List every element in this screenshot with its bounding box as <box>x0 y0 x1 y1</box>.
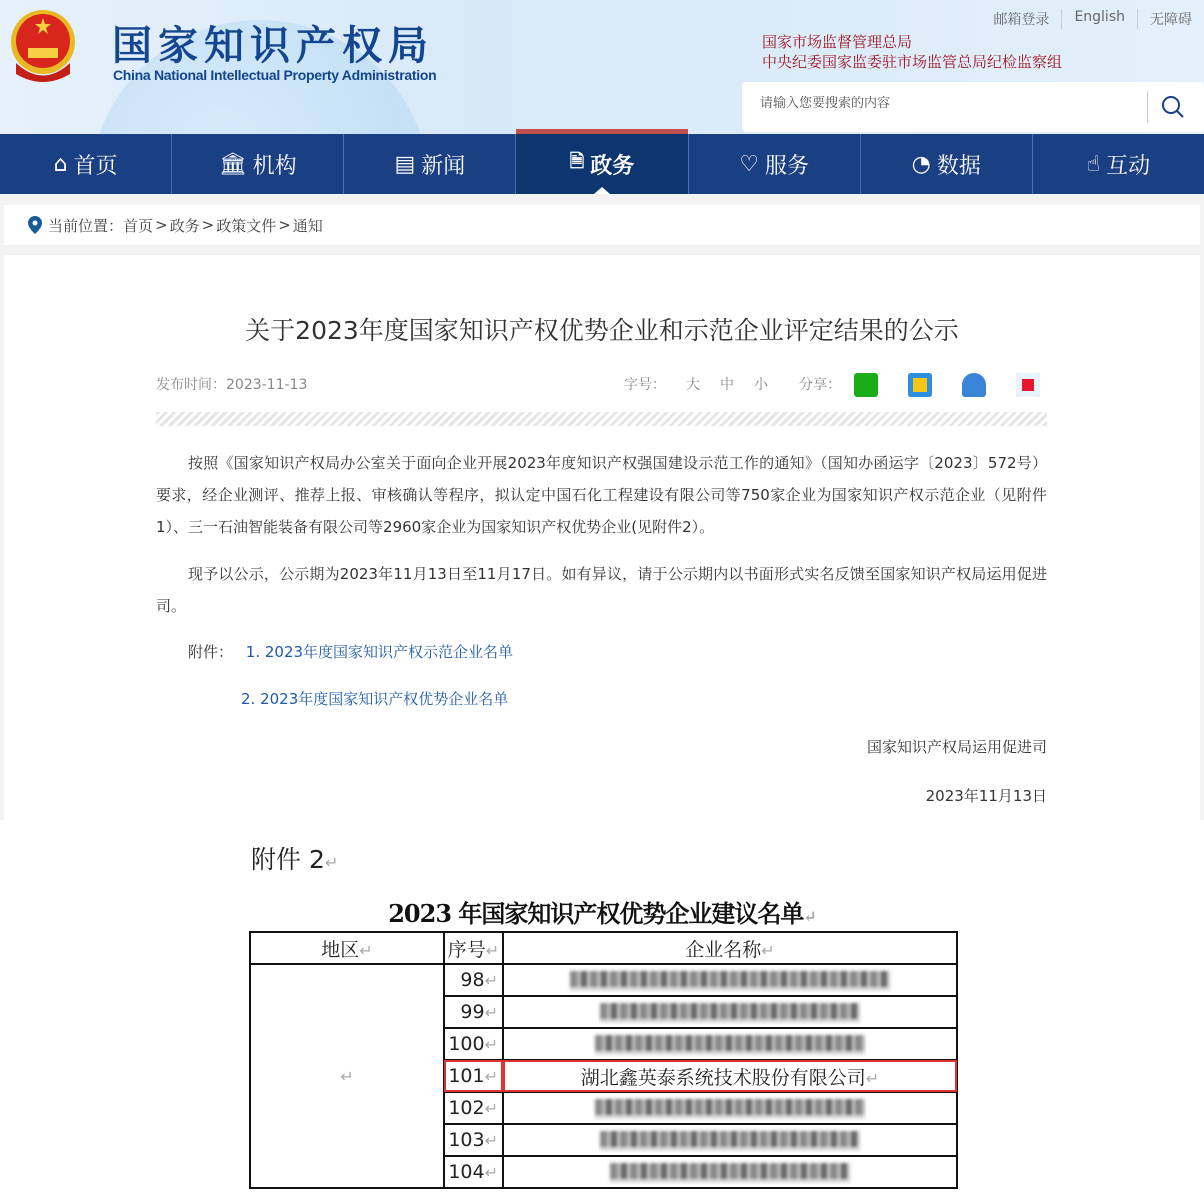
nav-government-affairs[interactable] <box>515 134 687 194</box>
font-medium-button[interactable]: 中 <box>720 377 734 393</box>
breadcrumb-sep: > <box>278 216 291 234</box>
breadcrumb-home[interactable]: 首页 <box>123 216 154 235</box>
divider-stripe <box>156 412 1047 426</box>
breadcrumb <box>4 205 1200 245</box>
breadcrumb-label: 当前位置： <box>48 216 124 235</box>
nav-label: 互动 <box>1106 153 1151 179</box>
nav-institution[interactable] <box>171 134 343 194</box>
logo-english[interactable]: China National Intellectual Property Administration <box>113 67 437 83</box>
nav-label: 首页 <box>73 153 118 179</box>
breadcrumb-sep: > <box>201 216 215 234</box>
col-region: 地区↵ <box>250 932 444 964</box>
related-links <box>762 32 1062 72</box>
mail-login-link[interactable]: 邮箱登录 <box>993 12 1050 28</box>
company-table <box>249 931 958 1189</box>
share-label: 分享： <box>799 377 841 393</box>
font-large-button[interactable]: 大 <box>686 377 700 393</box>
samr-link[interactable]: 国家市场监督管理总局 <box>762 33 913 51</box>
attachment-screenshot <box>0 820 1204 1198</box>
qq-icon[interactable] <box>962 373 986 397</box>
list-title: 2023 年国家知识产权优势企业建议名单↵ <box>388 899 816 928</box>
nav-data[interactable] <box>860 134 1032 194</box>
signature-date: 2023年11月13日 <box>925 787 1047 805</box>
blurred-name <box>503 996 957 1028</box>
row-number: 103↵ <box>444 1124 503 1156</box>
nav-label: 政务 <box>590 153 635 179</box>
breadcrumb-notice[interactable]: 通知 <box>292 216 323 235</box>
paragraph: 现予以公示，公示期为2023年11月13日至11月17日。如有异议，请于公示期内以书面形式实名反馈至国家知识产权局运用促进司。 <box>156 565 1047 615</box>
row-number: 104↵ <box>444 1156 503 1188</box>
search-divider <box>1147 91 1148 123</box>
nav-home[interactable] <box>0 134 171 194</box>
nav-label: 新闻 <box>421 153 466 179</box>
font-size-controls <box>624 374 768 394</box>
row-number: 102↵ <box>444 1092 503 1124</box>
row-number: 101↵ <box>444 1060 503 1092</box>
breadcrumb-policy[interactable]: 政策文件 <box>216 216 277 235</box>
top-links <box>981 9 1204 29</box>
hand-icon: ☝ <box>1086 151 1101 177</box>
weibo-icon[interactable] <box>1016 373 1040 397</box>
logo-chinese[interactable]: 国家知识产权局 <box>112 23 434 69</box>
blurred-name <box>503 1156 957 1188</box>
main-nav <box>0 134 1204 194</box>
article-title: 关于2023年度国家知识产权优势企业和示范企业评定结果的公示 <box>245 316 959 345</box>
search-icon[interactable] <box>1161 95 1185 119</box>
home-icon: ⌂ <box>53 151 68 177</box>
attachment-heading: 附件 2↵ <box>251 845 339 874</box>
blurred-name <box>503 1028 957 1060</box>
highlighted-company-name: 湖北鑫英泰系统技术股份有限公司↵ <box>503 1060 957 1092</box>
region-cell: ↵ <box>250 964 444 1188</box>
paragraph: 按照《国家知识产权局办公室关于面向企业开展2023年度知识产权强国建设示范工作的通知》（国知办函运字〔2023〕572号）要求，经企业测评、推荐上报、审核确认等程序，拟认定中国石化工程建设有限公司等750家企业为国家知识产权示范企业（见附件1）、三一石油智能装备有限公司等2960家企业为国家知识产权优势企业(见附件2）。 <box>156 454 1047 536</box>
wechat-icon[interactable] <box>854 373 878 397</box>
attachment-label: 附件： <box>188 643 234 661</box>
nav-label: 数据 <box>936 153 981 179</box>
qzone-icon[interactable] <box>908 373 932 397</box>
row-number: 98↵ <box>444 964 503 996</box>
row-number: 100↵ <box>444 1028 503 1060</box>
pie-chart-icon: ◔ <box>911 151 931 177</box>
blurred-name <box>503 1124 957 1156</box>
institution-icon: 🏛︎ <box>218 151 247 177</box>
national-emblem-icon <box>8 8 78 84</box>
blurred-name <box>503 1092 957 1124</box>
discipline-inspection-link[interactable]: 中央纪委国家监委驻市场监管总局纪检监察组 <box>762 53 1063 71</box>
attachments <box>188 641 513 662</box>
english-link[interactable]: English <box>1061 9 1137 29</box>
nav-news[interactable] <box>343 134 515 194</box>
breadcrumb-gov[interactable]: 政务 <box>169 216 200 235</box>
signature: 国家知识产权局运用促进司 <box>866 738 1047 756</box>
location-pin-icon <box>28 216 42 234</box>
font-small-button[interactable]: 小 <box>754 377 768 393</box>
share-icons <box>854 373 1040 397</box>
nav-label: 机构 <box>252 153 297 179</box>
article-body <box>156 447 1047 637</box>
font-size-label: 字号： <box>624 377 666 393</box>
accessibility-link[interactable]: 无障碍 <box>1137 9 1204 29</box>
document-icon: 🗎︎ <box>569 151 585 172</box>
breadcrumb-sep: > <box>155 216 168 234</box>
nav-label: 服务 <box>764 153 809 179</box>
attachment-link-1[interactable]: 1. 2023年度国家知识产权示范企业名单 <box>245 643 514 661</box>
article-card <box>4 255 1200 820</box>
search-box <box>742 82 1204 132</box>
row-number: 99↵ <box>444 996 503 1028</box>
nav-interaction[interactable] <box>1032 134 1204 194</box>
blurred-name <box>503 964 957 996</box>
col-name: 企业名称↵ <box>503 932 957 964</box>
heart-icon: ♡ <box>739 151 759 177</box>
news-icon: ▤ <box>394 151 416 177</box>
site-header <box>0 0 1204 134</box>
nav-service[interactable] <box>688 134 860 194</box>
col-number: 序号↵ <box>444 932 503 964</box>
attachment-link-2[interactable]: 2. 2023年度国家知识产权优势企业名单 <box>241 690 509 708</box>
search-input[interactable] <box>760 96 1140 111</box>
publish-date: 发布时间：2023-11-13 <box>156 377 308 393</box>
